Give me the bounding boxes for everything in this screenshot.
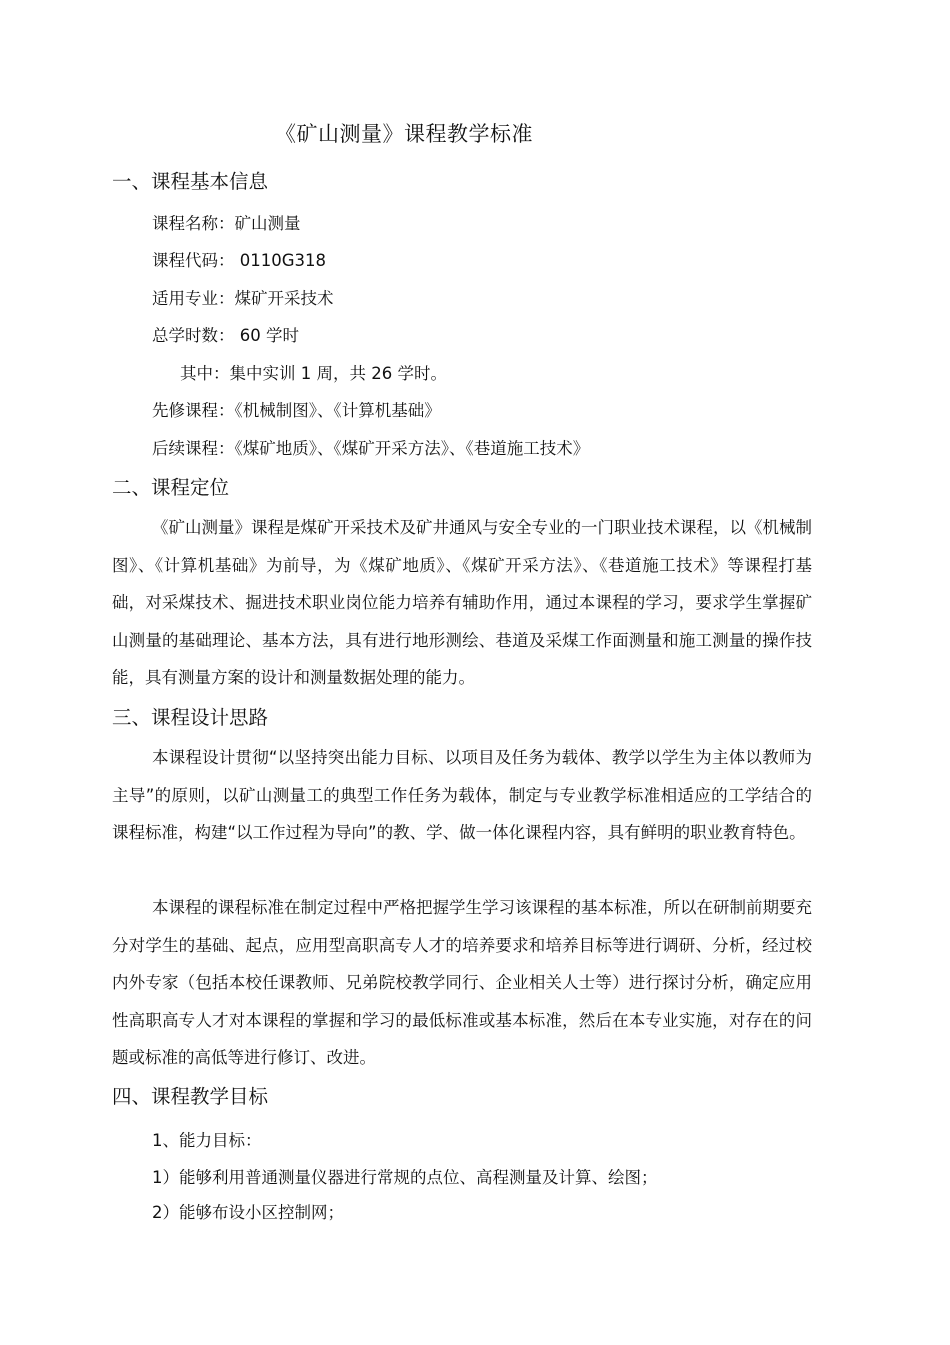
document-title: 《矿山测量》课程教学标准: [275, 122, 533, 146]
objective-item: 1、能力目标：: [152, 1131, 262, 1150]
section-heading-basic-info: 一、课程基本信息: [112, 170, 269, 193]
design-paragraph-2: 本课程的课程标准在制定过程中严格把握学生学习该课程的基本标准，所以在研制前期要充分对学生的基础、起点，应用型高职高专人才的培养要求和培养目标等进行调研、分析，经过校内外专家（包括本校任课教师、兄弟院校教学同行、企业相关人士等）进行探讨分析，确定应用性高职高专人才对本课程的掌握和学习的最低标准或基本标准，然后在本专业实施，对存在的问题或标准的高低等进行修订、改进。: [112, 898, 812, 1067]
info-course-code: 课程代码： 0110G318: [152, 251, 327, 270]
info-prerequisites: 先修课程：《机械制图》、《计算机基础》: [152, 401, 441, 420]
section-heading-design: 三、课程设计思路: [112, 706, 269, 729]
info-training-hours: 其中：集中实训 1 周，共 26 学时。: [180, 364, 447, 383]
objective-item: 2）能够布设小区控制网；: [152, 1203, 344, 1222]
section-heading-positioning: 二、课程定位: [112, 476, 230, 499]
section-heading-objectives: 四、课程教学目标: [112, 1085, 269, 1108]
design-paragraph-1: 本课程设计贯彻“以坚持突出能力目标、以项目及任务为载体、教学以学生为主体以教师为主导”的原则，以矿山测量工的典型工作任务为载体，制定与专业教学标准相适应的工学结合的课程标准，构建“以工作过程为导向”的教、学、做一体化课程内容，具有鲜明的职业教育特色。: [112, 748, 812, 842]
info-total-hours: 总学时数： 60 学时: [152, 326, 299, 345]
positioning-paragraph: 《矿山测量》课程是煤矿开采技术及矿井通风与安全专业的一门职业技术课程，以《机械制图》、《计算机基础》为前导，为《煤矿地质》、《煤矿开采方法》、《巷道施工技术》等课程打基础，对采煤技术、掘进技术职业岗位能力培养有辅助作用，通过本课程的学习，要求学生掌握矿山测量的基础理论、基本方法，具有进行地形测绘、巷道及采煤工作面测量和施工测量的操作技能，具有测量方案的设计和测量数据处理的能力。: [112, 518, 812, 687]
objective-item: 1）能够利用普通测量仪器进行常规的点位、高程测量及计算、绘图；: [152, 1168, 658, 1187]
info-major: 适用专业：煤矿开采技术: [152, 289, 334, 308]
info-course-name: 课程名称：矿山测量: [152, 214, 301, 233]
info-follow-up-courses: 后续课程：《煤矿地质》、《煤矿开采方法》、《巷道施工技术》: [152, 439, 590, 458]
